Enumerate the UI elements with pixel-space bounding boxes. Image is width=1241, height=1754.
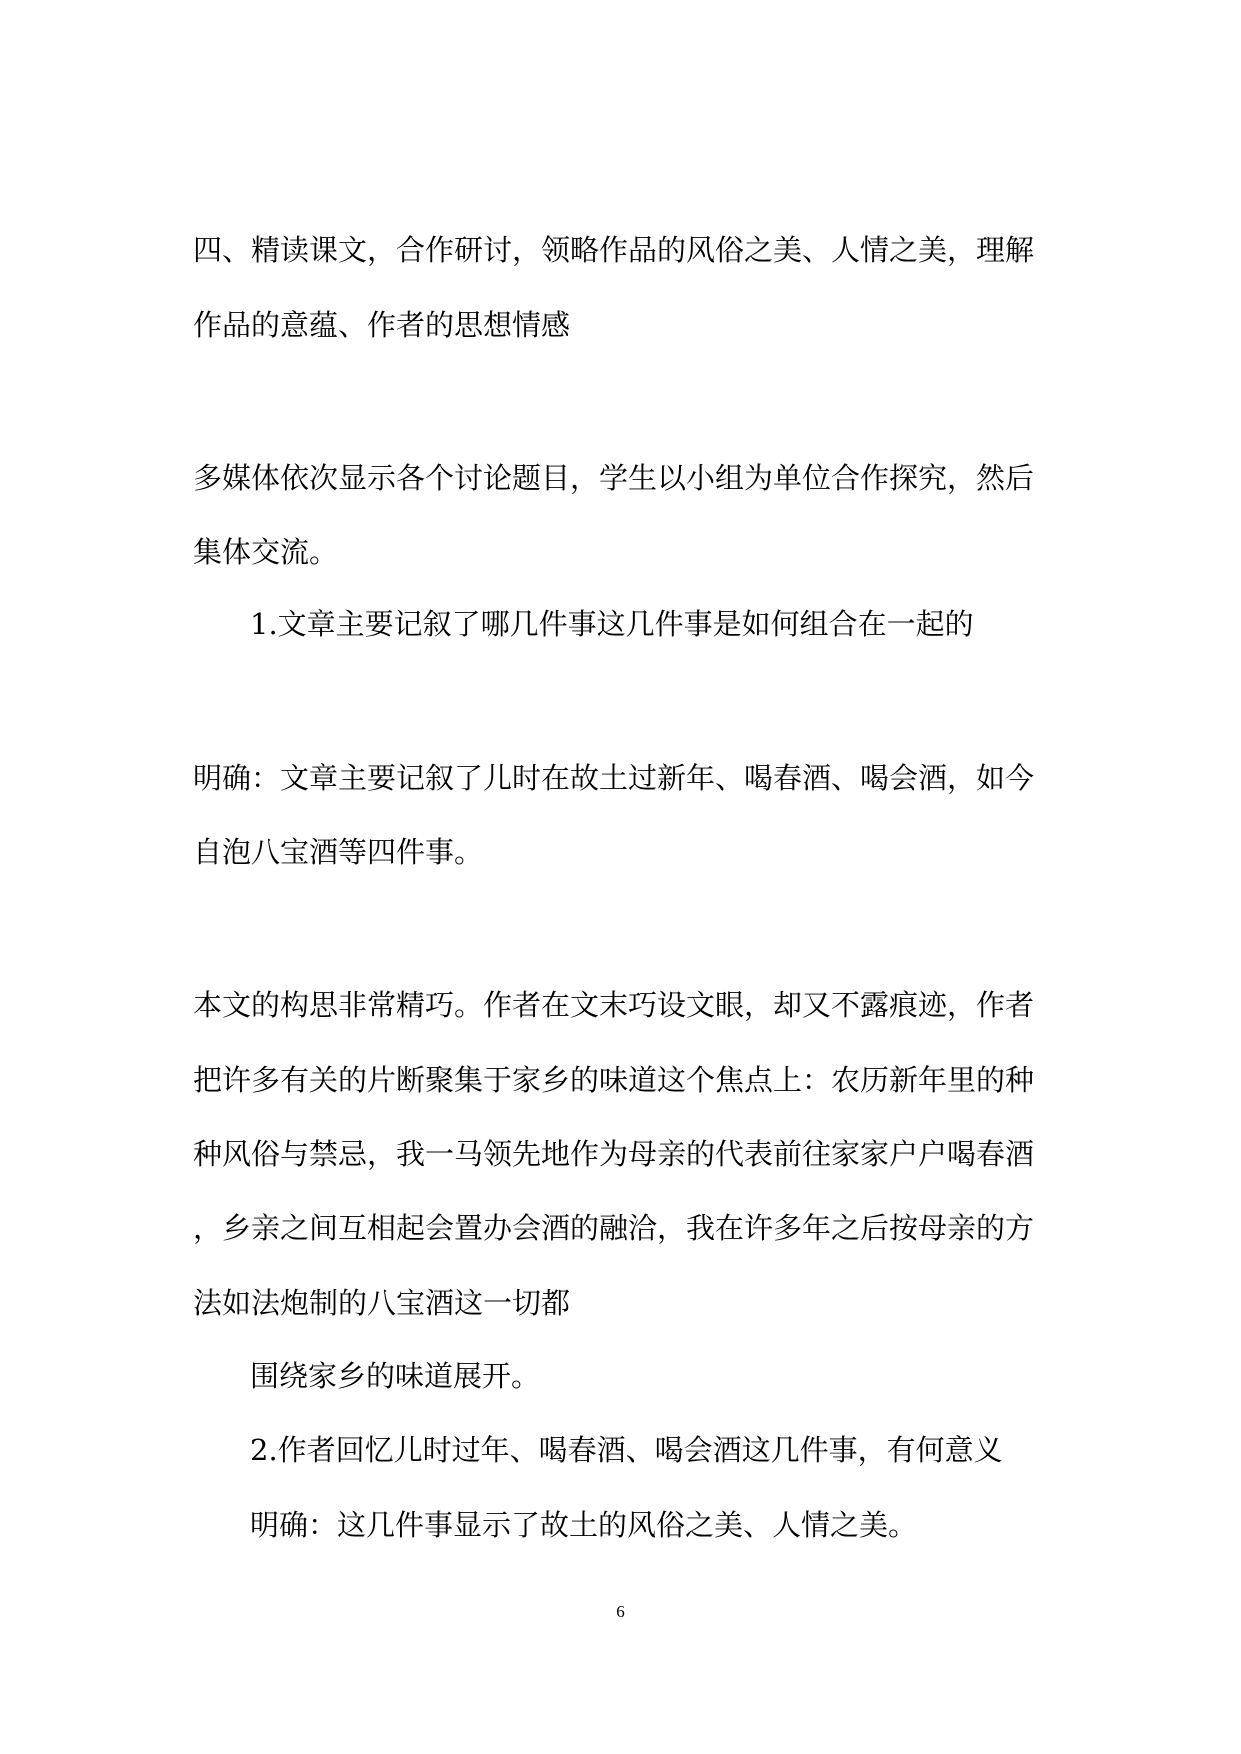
section-heading-line-1: 四、精读课文，合作研讨，领略作品的风俗之美、人情之美，理解 — [193, 233, 1035, 267]
answer-line: 明确：文章主要记叙了儿时在故土过新年、喝春酒、喝会酒，如今 — [193, 761, 1035, 795]
paragraph-line: ，乡亲之间互相起会置办会酒的融洽，我在许多年之后按母亲的方 — [193, 1211, 1035, 1245]
answer-line: 明确：这几件事显示了故土的风俗之美、人情之美。 — [250, 1508, 918, 1542]
paragraph-line: 种风俗与禁忌，我一马领先地作为母亲的代表前往家家户户喝春酒 — [193, 1137, 1035, 1171]
paragraph-line: 法如法炮制的八宝酒这一切都 — [193, 1286, 571, 1320]
question-2: 2.作者回忆儿时过年、喝春酒、喝会酒这几件事，有何意义 — [250, 1433, 1003, 1467]
paragraph-line: 本文的构思非常精巧。作者在文末巧设文眼，却又不露痕迹，作者 — [193, 988, 1035, 1022]
paragraph-line: 围绕家乡的味道展开。 — [250, 1359, 541, 1393]
paragraph-line: 多媒体依次显示各个讨论题目，学生以小组为单位合作探究，然后 — [193, 461, 1035, 495]
answer-line: 自泡八宝酒等四件事。 — [193, 835, 484, 869]
paragraph-line: 集体交流。 — [193, 535, 339, 569]
section-heading-line-2: 作品的意蕴、作者的思想情感 — [193, 308, 571, 342]
paragraph-line: 把许多有关的片断聚集于家乡的味道这个焦点上：农历新年里的种 — [193, 1063, 1035, 1097]
page-number: 6 — [616, 1602, 625, 1621]
question-1: 1.文章主要记叙了哪几件事这几件事是如何组合在一起的 — [250, 607, 974, 641]
